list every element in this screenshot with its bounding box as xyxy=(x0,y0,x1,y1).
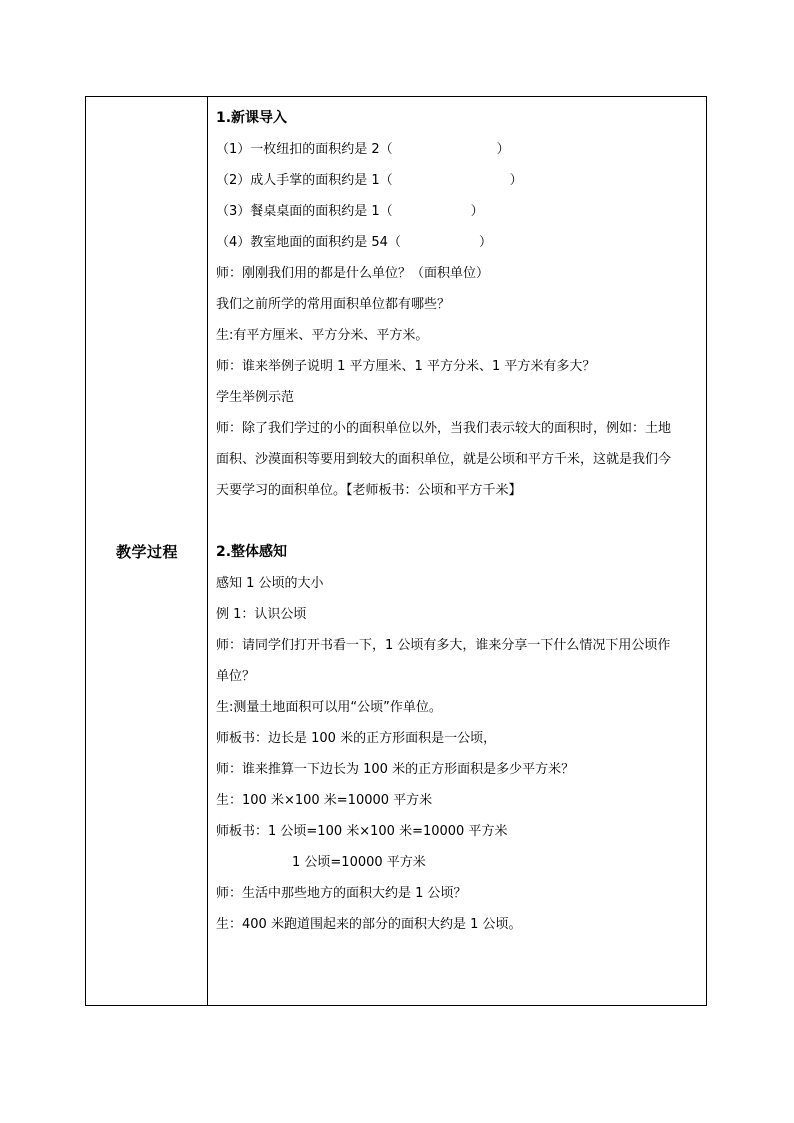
content-line: 生:有平方厘米、平方分米、平方米。 xyxy=(216,328,429,343)
content-line: 师：刚刚我们用的都是什么单位？（面积单位） xyxy=(216,266,490,281)
lesson-table xyxy=(85,96,707,1006)
content-line: 例 1：认识公顷 xyxy=(216,607,307,622)
row-label-teaching-process: 教学过程 xyxy=(115,543,178,561)
content-line: 师：请同学们打开书看一下，1 公顷有多大，谁来分享一下什么情况下用公顷作 xyxy=(216,638,671,653)
label-column xyxy=(86,97,208,1005)
content-line: 感知 1 公顷的大小 xyxy=(216,576,324,591)
content-cell xyxy=(216,103,700,940)
content-line: 师：生活中那些地方的面积大约是 1 公顷？ xyxy=(216,886,467,901)
content-line: （4）教室地面的面积约是 54（ ） xyxy=(216,235,492,250)
content-line: 生：100 米×100 米=10000 平方米 xyxy=(216,793,433,808)
content-line: 师：除了我们学过的小的面积单位以外，当我们表示较大的面积时，例如：土地 xyxy=(216,421,672,436)
content-line xyxy=(216,506,700,537)
content-line: 单位？ xyxy=(216,669,256,684)
content-line: （1）一枚纽扣的面积约是 2（ ） xyxy=(216,142,510,157)
content-line: 面积、沙漠面积等要用到较大的面积单位，就是公顷和平方千米，这就是我们今 xyxy=(216,452,672,467)
content-line: 师：谁来举例子说明 1 平方厘米、1 平方分米、1 平方米有多大？ xyxy=(216,359,596,374)
content-line: 师板书：边长是 100 米的正方形面积是一公顷， xyxy=(216,731,497,746)
section-heading: 2.整体感知 xyxy=(216,544,288,560)
content-line: 生:测量土地面积可以用“公顷”作单位。 xyxy=(216,700,442,715)
content-line: 天要学习的面积单位。【老师板书：公顷和平方千米】 xyxy=(216,483,522,498)
content-line: 师：谁来推算一下边长为 100 米的正方形面积是多少平方米？ xyxy=(216,762,575,777)
content-line: 生：400 米跑道围起来的部分的面积大约是 1 公顷。 xyxy=(216,917,522,932)
content-line: 1 公顷=10000 平方米 xyxy=(292,855,426,870)
content-line: 学生举例示范 xyxy=(216,390,295,405)
content-line: （2）成人手掌的面积约是 1（ ） xyxy=(216,173,523,188)
content-line: 我们之前所学的常用面积单位都有哪些？ xyxy=(216,297,451,312)
content-line: 师板书：1 公顷=100 米×100 米=10000 平方米 xyxy=(216,824,508,839)
content-line: （3）餐桌桌面的面积约是 1（ ） xyxy=(216,204,484,219)
section-heading: 1.新课导入 xyxy=(216,110,288,126)
